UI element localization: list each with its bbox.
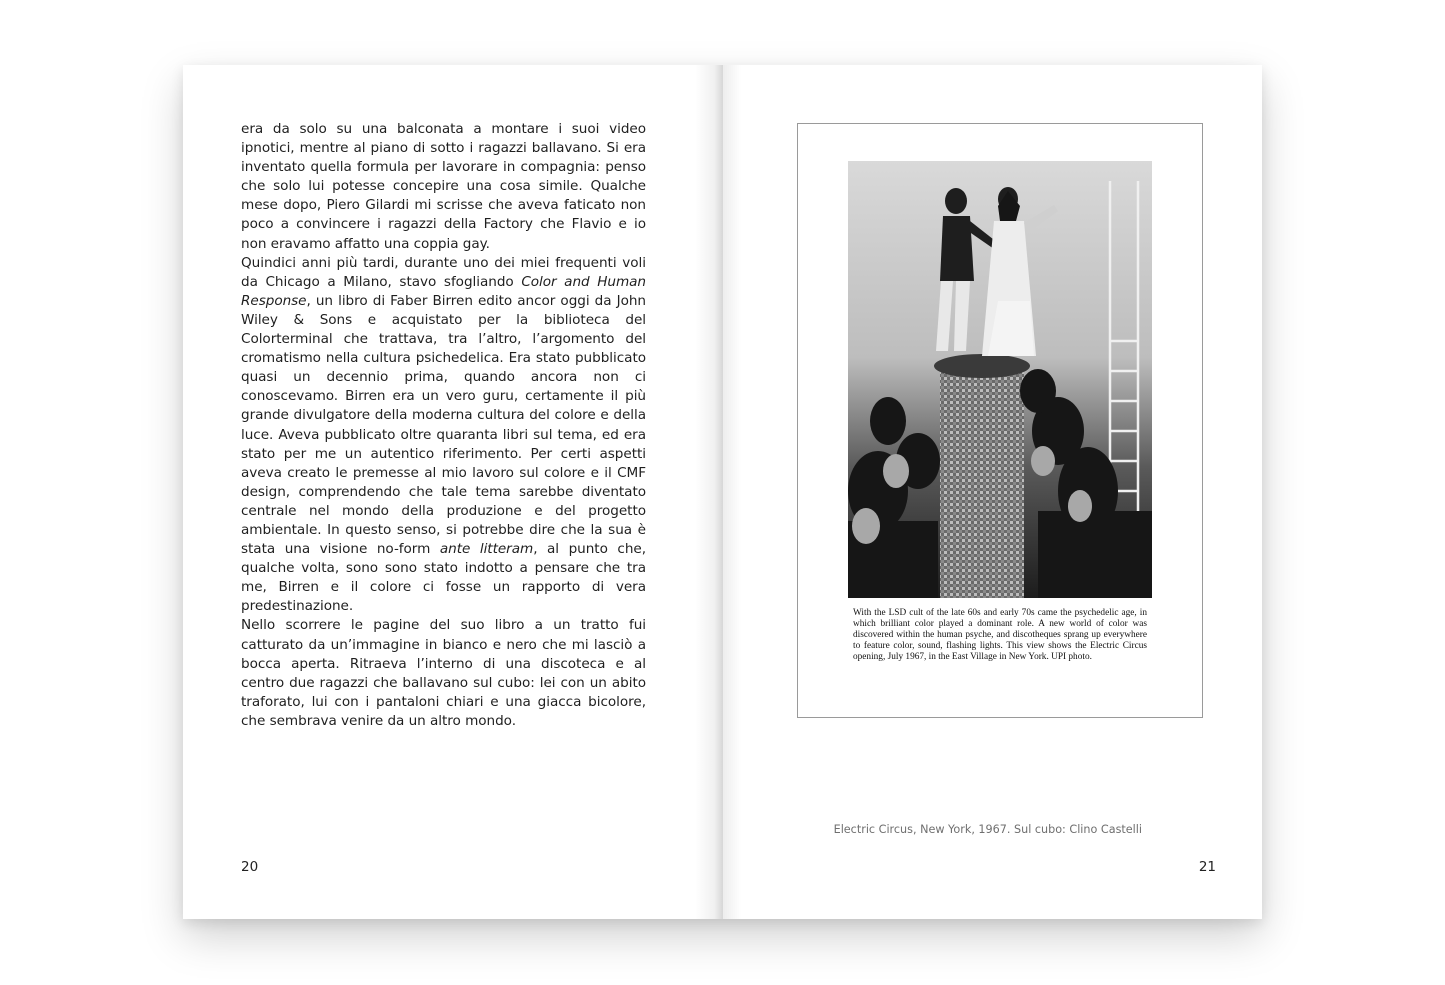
paragraph-1: era da solo su una balconata a montare i suoi video ipnotici, mentre al piano di sotto i ragazzi ballavano. Si era inventato quella formula per lavorare in compagnia: penso che solo lui potesse concepire una cosa simile. Qualche mese dopo, Piero Gilardi mi scrisse che aveva faticato non poco a convincere i ragazzi della Factory che Flavio e io non eravamo affatto una coppia gay.	[241, 121, 646, 252]
book-title: Color and Human Response	[241, 273, 647, 309]
gutter-shadow	[695, 65, 723, 919]
body-text	[241, 120, 646, 731]
reproduced-book-page	[797, 123, 1203, 718]
italic-phrase: ante litteram	[439, 541, 534, 558]
book-spread	[183, 65, 1262, 919]
page-number-left: 20	[241, 859, 259, 875]
paragraph-2: Quindici anni più tardi, durante uno dei miei frequenti voli da Chicago a Milano, stavo sfogliando Color and Human Response, un libro di Faber Birren edito ancor oggi da John Wiley & Sons e acquistato per la biblioteca del Colorterminal che trattava, tra l’altro, l’argomento del cromatismo nella cultura psichedelica. Era stato pubblicato quasi un decennio prima, quando ancora non ci conoscevamo. Birren era un vero guru, certamente il più grande divulgatore della moderna cultura del colore e della luce. Aveva pubblicato oltre quaranta libri sul tema, ed era stato per me un autentico riferimento. Per certi aspetti aveva creato le premesse al mio lavoro sul colore e il CMF design, comprendendo che tale tema sarebbe diventato centrale nel mondo della produzione e del progetto ambientale. In questo senso, si potrebbe dire che la sua è stata una visione no-form ante litteram, al punto che, qualche volta, sono sono stato indotto a pensare che tra me, Birren e il colore ci fosse un rapporto di vera predestinazione.	[241, 254, 647, 615]
right-page	[723, 65, 1262, 919]
plate-caption: With the LSD cult of the late 60s and early 70s came the psychedelic age, in which brilliant color played a dominant role. A new world of color was discovered within the human psyche, and discotheques sprang up everywhere to feature color, sound, flashing lights. This view shows the Electric Circus opening, July 1967, in the East Village in New York. UPI photo.	[853, 608, 1147, 662]
paragraph-3: Nello scorrere le pagine del suo libro a un tratto fui catturato da un’immagine in bianco e nero che mi lasciò a bocca aperta. Ritraeva l’interno di una discoteca e al centro due ragazzi che ballavano sul cubo: lei con un abito traforato, lui con i pantaloni chiari e una giacca bicolore, che sembrava venire da un altro mondo.	[241, 617, 646, 729]
figure-caption: Electric Circus, New York, 1967. Sul cubo: Clino Castelli	[833, 823, 1142, 836]
discotheque-photo	[848, 161, 1152, 598]
page-number-right: 21	[1198, 859, 1216, 875]
left-page	[183, 65, 723, 919]
gutter-shadow	[723, 65, 741, 919]
